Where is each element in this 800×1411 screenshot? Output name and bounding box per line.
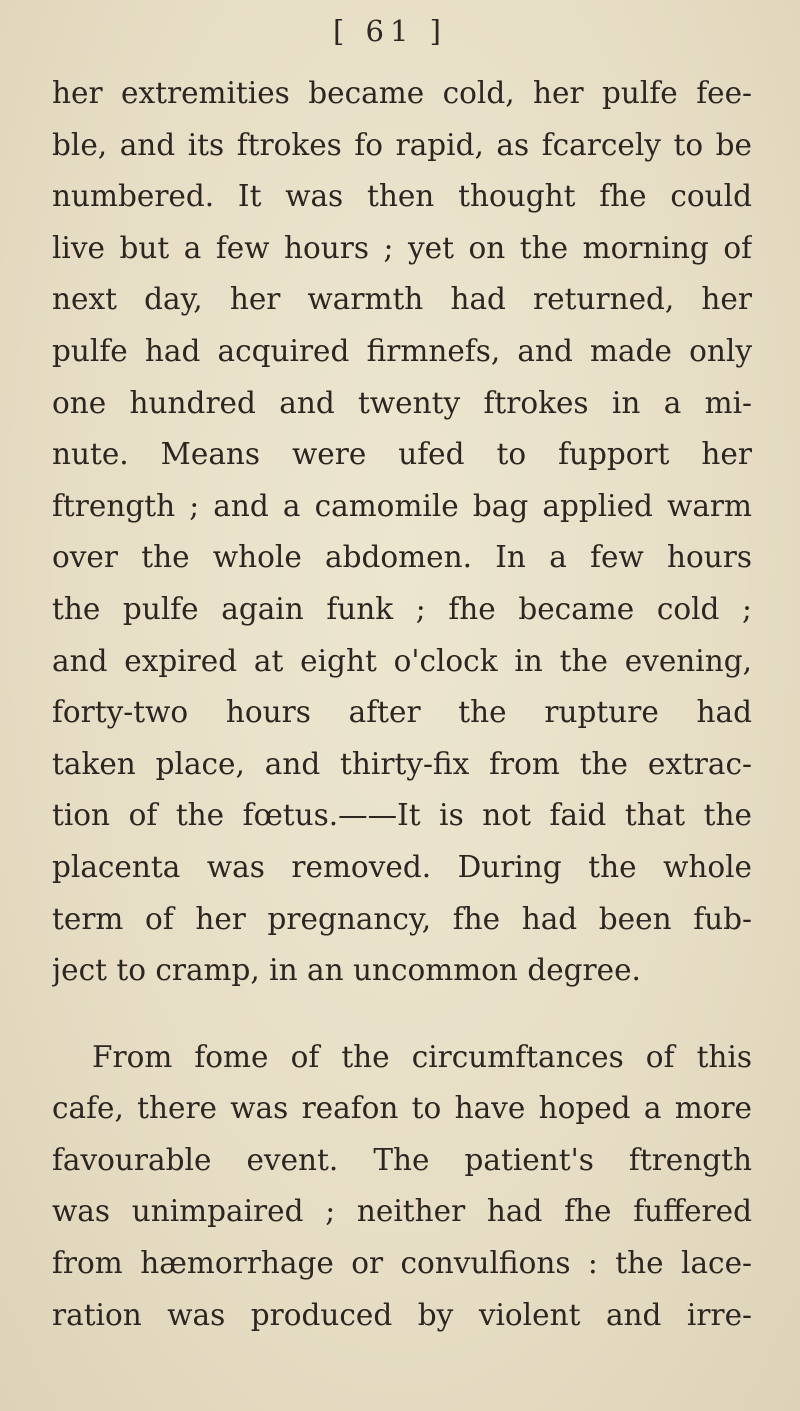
text-line: forty-two hours after the rupture had <box>52 695 752 730</box>
text-line: from hæmorrhage or convulfions : the lace- <box>52 1246 752 1281</box>
text-line: one hundred and twenty ftrokes in a mi- <box>52 385 752 420</box>
paragraph <box>52 1032 752 1342</box>
text-line: ject to cramp, in an uncommon degree. <box>52 953 641 988</box>
page-number: [ 61 ] <box>333 14 447 48</box>
text-line: cafe, there was reafon to have hoped a more <box>52 1091 752 1126</box>
text-line: the pulfe again funk ; fhe became cold ; <box>52 591 752 626</box>
text-line: placenta was removed. During the whole <box>52 849 752 884</box>
text-line: was unimpaired ; neither had fhe fuffered <box>52 1194 752 1229</box>
text-line: pulfe had acquired firmnefs, and made only <box>52 333 752 368</box>
text-line: live but a few hours ; yet on the morning of <box>52 230 752 265</box>
text-line: and expired at eight o'clock in the evening, <box>52 643 752 678</box>
text-line: ble, and its ftrokes fo rapid, as fcarcely to be <box>52 127 752 162</box>
text-line: next day, her warmth had returned, her <box>52 282 752 317</box>
text-line: tion of the fœtus.——It is not faid that the <box>52 798 752 833</box>
text-line: ftrength ; and a camomile bag applied warm <box>52 488 752 523</box>
text-line: numbered. It was then thought fhe could <box>52 179 752 214</box>
paragraph-break <box>52 997 752 1032</box>
text-line: taken place, and thirty-fix from the extrac- <box>52 746 752 781</box>
text-line: nute. Means were ufed to fupport her <box>52 437 752 472</box>
text-line: term of her pregnancy, fhe had been fub- <box>52 901 752 936</box>
text-line: ration was produced by violent and irre- <box>52 1297 752 1332</box>
paragraph <box>52 68 752 997</box>
text-line: From fome of the circumftances of this <box>92 1039 752 1074</box>
body-text <box>52 68 752 1341</box>
text-line: over the whole abdomen. In a few hours <box>52 540 752 575</box>
text-line: her extremities became cold, her pulfe fee- <box>52 76 752 110</box>
text-line: favourable event. The patient's ftrength <box>52 1142 752 1177</box>
